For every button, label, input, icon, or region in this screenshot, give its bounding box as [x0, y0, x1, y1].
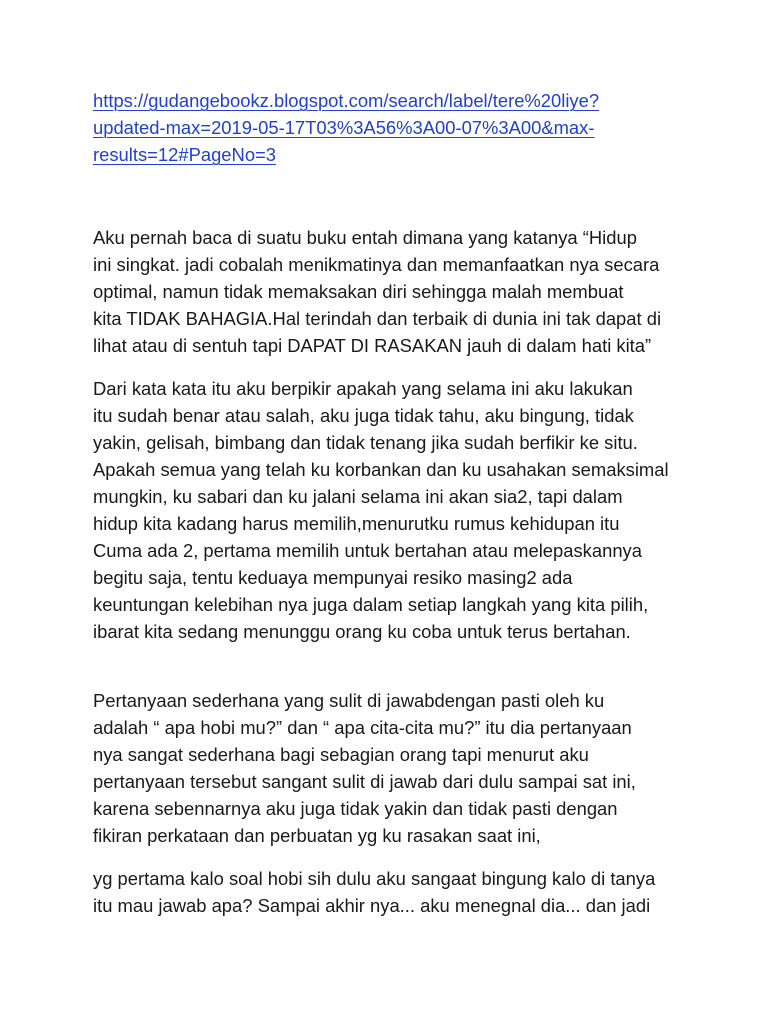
- text-line: lihat atau di sentuh tapi DAPAT DI RASAKAN jauh di dalam hati kita”: [93, 335, 652, 356]
- document-body: [93, 87, 683, 919]
- text-line: nya sangat sederhana bagi sebagian orang tapi menurut aku: [93, 744, 589, 765]
- text-line: itu mau jawab apa? Sampai akhir nya... aku menegnal dia... dan jadi: [93, 895, 651, 916]
- source-link[interactable]: [93, 87, 683, 168]
- source-link-line[interactable]: https://gudangebookz.blogspot.com/search/label/tere%20liye?: [93, 90, 600, 111]
- text-line: kita TIDAK BAHAGIA.Hal terindah dan terbaik di dunia ini tak dapat di: [93, 308, 662, 329]
- text-line: keuntungan kelebihan nya juga dalam setiap langkah yang kita pilih,: [93, 594, 649, 615]
- text-line: optimal, namun tidak memaksakan diri sehingga malah membuat: [93, 281, 624, 302]
- text-line: ibarat kita sedang menunggu orang ku coba untuk terus bertahan.: [93, 621, 631, 642]
- source-link-line[interactable]: updated-max=2019-05-17T03%3A56%3A00-07%3A00&max-: [93, 117, 595, 138]
- text-line: yakin, gelisah, bimbang dan tidak tenang jika sudah berfikir ke situ.: [93, 432, 638, 453]
- text-line: ini singkat. jadi cobalah menikmatinya dan memanfaatkan nya secara: [93, 254, 660, 275]
- text-line: Pertanyaan sederhana yang sulit di jawabdengan pasti oleh ku: [93, 690, 605, 711]
- text-line: Apakah semua yang telah ku korbankan dan ku usahakan semaksimal: [93, 459, 669, 480]
- text-line: fikiran perkataan dan perbuatan yg ku rasakan saat ini,: [93, 825, 541, 846]
- paragraph-hobby: [93, 865, 683, 919]
- source-link-line[interactable]: results=12#PageNo=3: [93, 144, 277, 165]
- text-line: Dari kata kata itu aku berpikir apakah yang selama ini aku lakukan: [93, 378, 633, 399]
- text-line: Aku pernah baca di suatu buku entah dimana yang katanya “Hidup: [93, 227, 637, 248]
- paragraph-reflection: [93, 375, 683, 645]
- text-line: itu sudah benar atau salah, aku juga tidak tahu, aku bingung, tidak: [93, 405, 634, 426]
- text-line: begitu saja, tentu keduaya mempunyai resiko masing2 ada: [93, 567, 573, 588]
- paragraph-quote: [93, 224, 683, 359]
- text-line: karena sebennarnya aku juga tidak yakin dan tidak pasti dengan: [93, 798, 618, 819]
- paragraph-questions: [93, 687, 683, 849]
- text-line: Cuma ada 2, pertama memilih untuk bertahan atau melepaskannya: [93, 540, 642, 561]
- text-line: mungkin, ku sabari dan ku jalani selama ini akan sia2, tapi dalam: [93, 486, 623, 507]
- text-line: adalah “ apa hobi mu?” dan “ apa cita-cita mu?” itu dia pertanyaan: [93, 717, 632, 738]
- text-line: yg pertama kalo soal hobi sih dulu aku sangaat bingung kalo di tanya: [93, 868, 656, 889]
- text-line: pertanyaan tersebut sangant sulit di jawab dari dulu sampai sat ini,: [93, 771, 636, 792]
- text-line: hidup kita kadang harus memilih,menurutku rumus kehidupan itu: [93, 513, 620, 534]
